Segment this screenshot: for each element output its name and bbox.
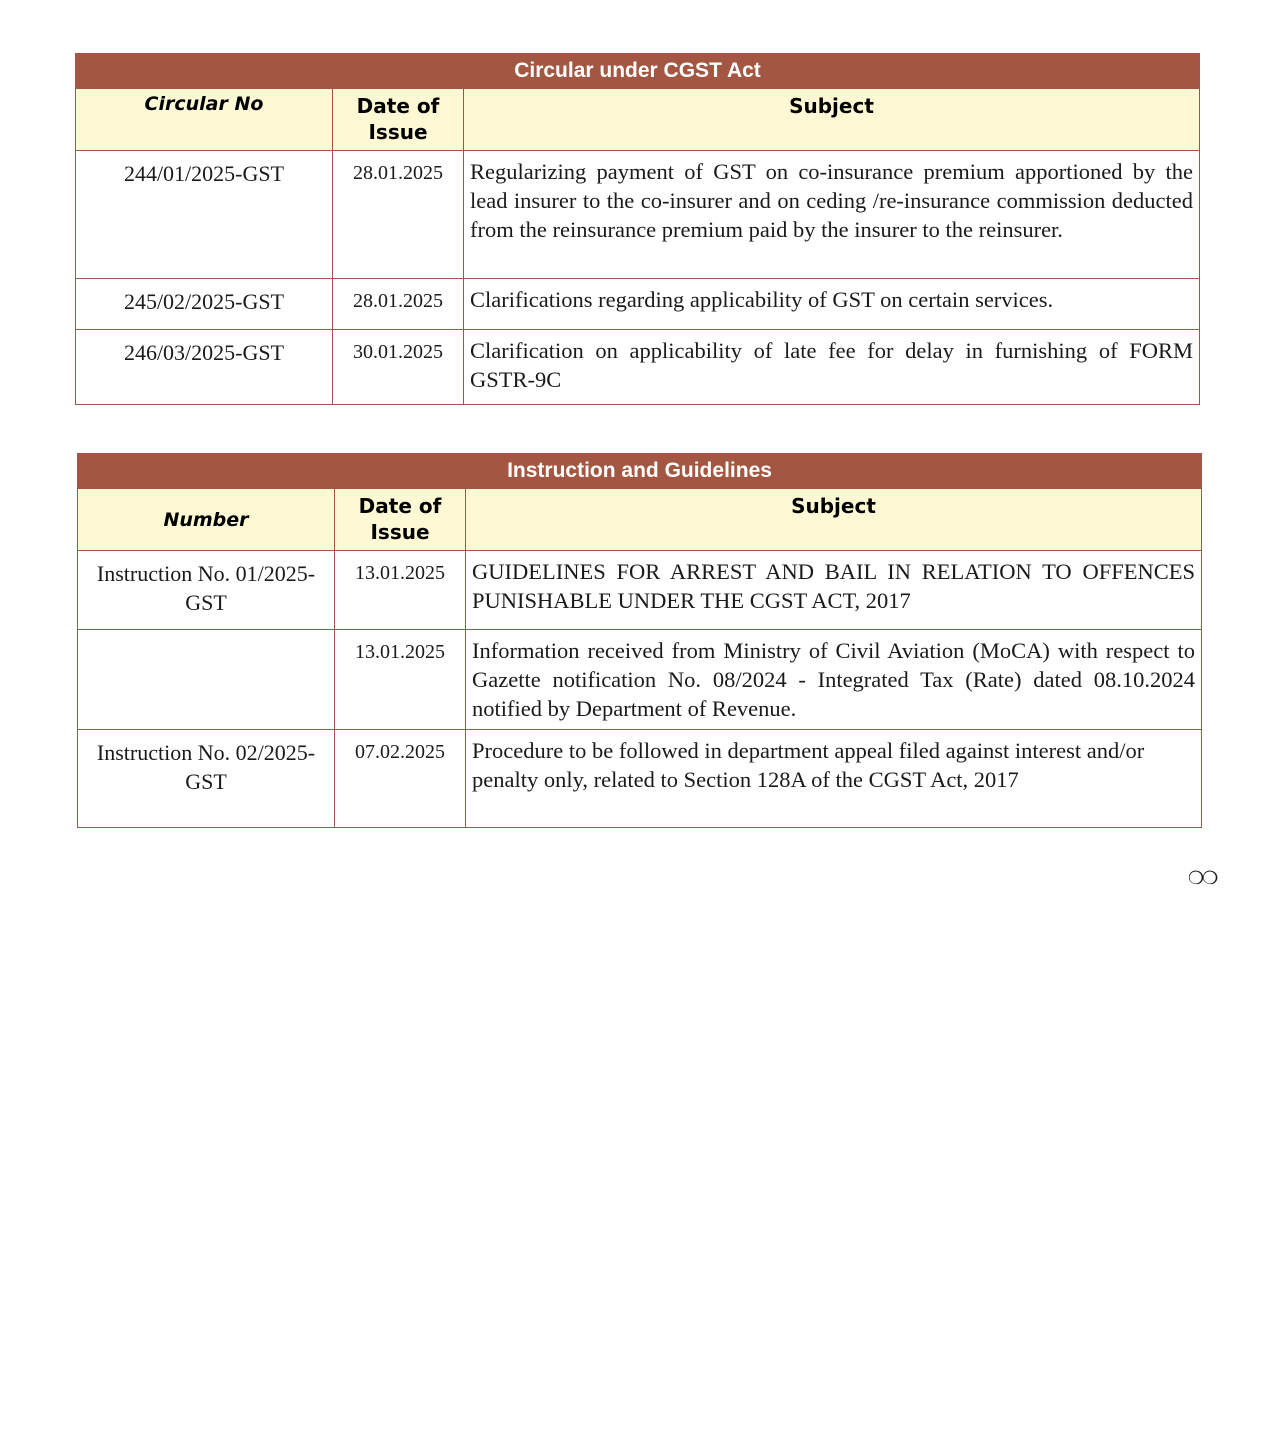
column-header-subject: Subject: [464, 89, 1200, 151]
issue-date: 07.02.2025: [335, 730, 466, 828]
table-row: [76, 279, 1200, 330]
subject-text: Regularizing payment of GST on co-insurance premium apportioned by the lead insurer to the co-insurer and on ceding /re-insurance commission deducted from the reinsurance premium paid by the insurer to the reinsurer.: [464, 151, 1200, 279]
issue-date: 28.01.2025: [333, 279, 464, 330]
subject-text: Information received from Ministry of Civil Aviation (MoCA) with respect to Gazette notification No. 08/2024 - Integrated Tax (Rate) dated 08.10.2024 notified by Department of Revenue.: [466, 630, 1202, 730]
subject-text: Clarification on applicability of late fee for delay in furnishing of FORM GSTR-9C: [464, 330, 1200, 405]
table-row: [78, 551, 1202, 630]
circular-number: 244/01/2025-GST: [76, 151, 333, 279]
subject-text: GUIDELINES FOR ARREST AND BAIL IN RELATION TO OFFENCES PUNISHABLE UNDER THE CGST ACT, 2017: [466, 551, 1202, 630]
table-row: [76, 151, 1200, 279]
table-row: [78, 730, 1202, 828]
instruction-number: Instruction No. 02/2025-GST: [78, 730, 335, 828]
issue-date: 13.01.2025: [335, 551, 466, 630]
instructions-table-title: Instruction and Guidelines: [78, 454, 1202, 489]
circulars-table: [75, 53, 1200, 405]
subject-text: Procedure to be followed in department appeal filed against interest and/or penalty only, related to Section 128A of the CGST Act, 2017: [466, 730, 1202, 828]
column-header-number: Number: [78, 489, 335, 551]
subject-text: Clarifications regarding applicability of GST on certain services.: [464, 279, 1200, 330]
instruction-number: Instruction No. 01/2025-GST: [78, 551, 335, 630]
instruction-number: [78, 630, 335, 730]
column-header-date: Date of Issue: [335, 489, 466, 551]
issue-date: 30.01.2025: [333, 330, 464, 405]
circular-number: 245/02/2025-GST: [76, 279, 333, 330]
issue-date: 28.01.2025: [333, 151, 464, 279]
column-header-date: Date of Issue: [333, 89, 464, 151]
issue-date: 13.01.2025: [335, 630, 466, 730]
column-header-circular-no: Circular No: [76, 89, 333, 151]
instructions-table: [77, 453, 1202, 828]
column-header-subject: Subject: [466, 489, 1202, 551]
end-ornament-icon: ❍❍: [1188, 868, 1217, 888]
table-row: [78, 630, 1202, 730]
table-row: [76, 330, 1200, 405]
circular-number: 246/03/2025-GST: [76, 330, 333, 405]
circulars-table-title: Circular under CGST Act: [76, 54, 1200, 89]
